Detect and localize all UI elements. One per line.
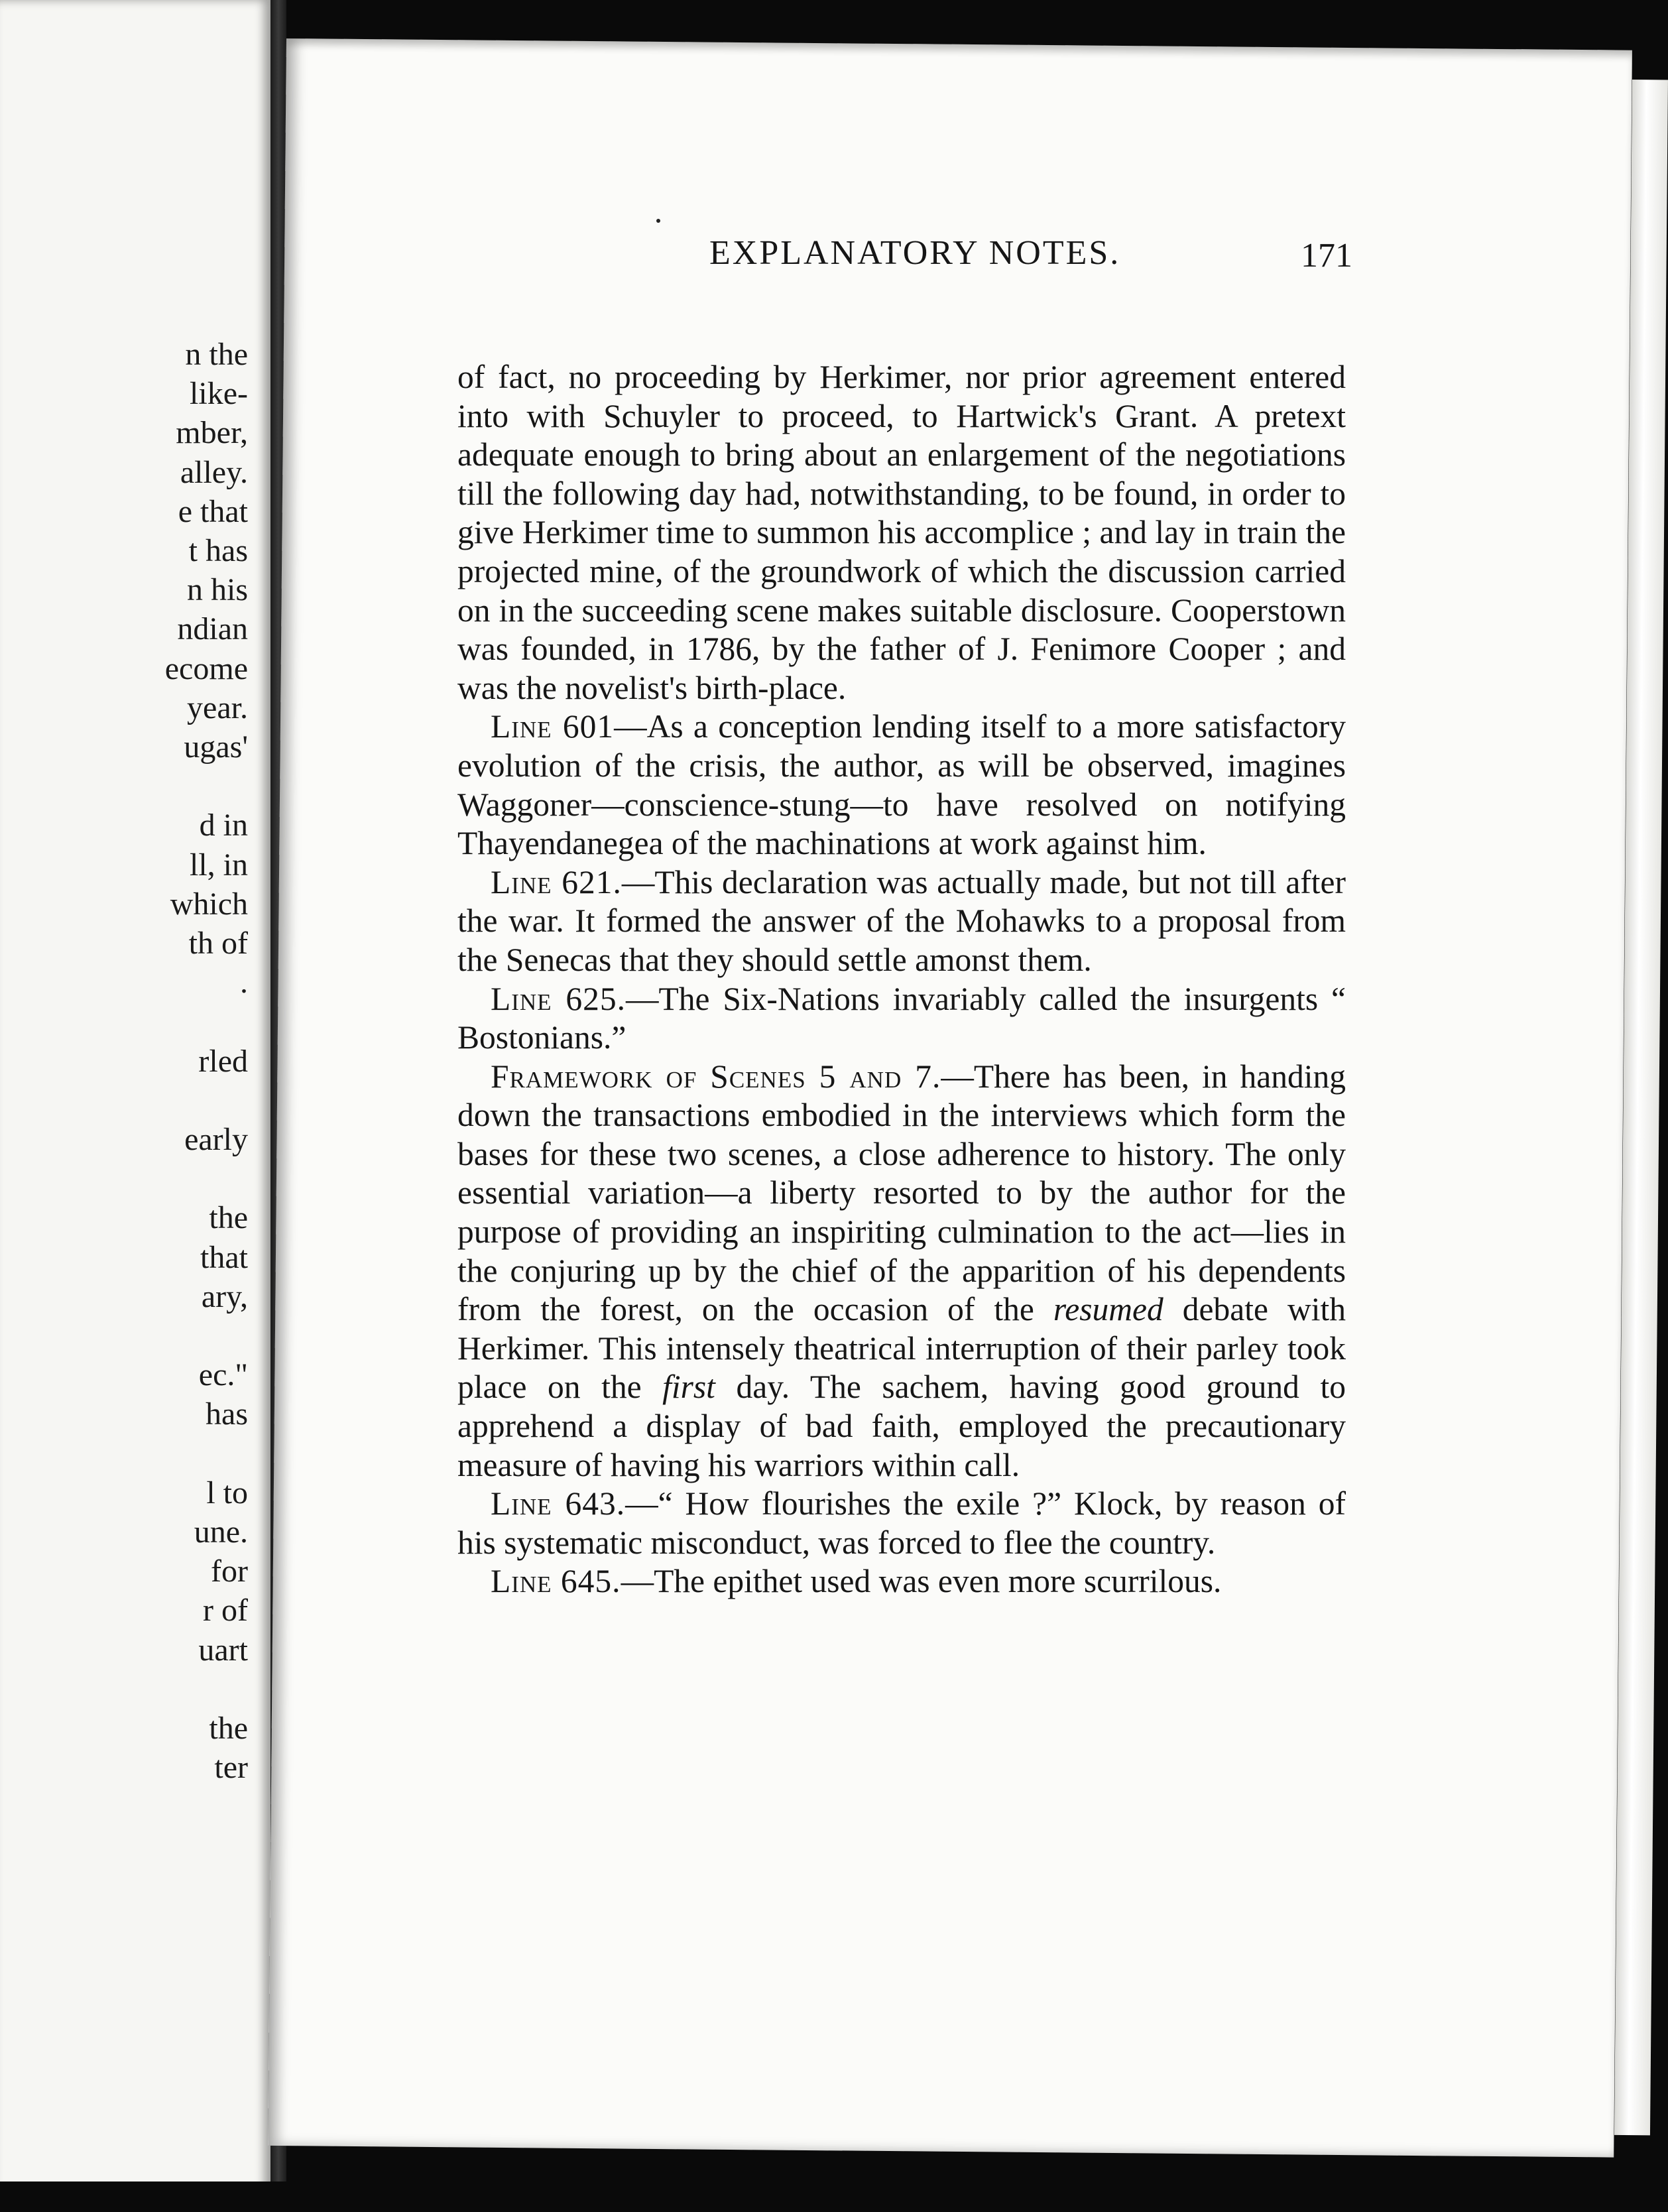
left-page-line-fragment: ec."	[198, 1357, 248, 1393]
page-header	[418, 233, 1352, 280]
left-page-line-fragment: the	[209, 1711, 248, 1746]
emphasis-resumed: resumed	[1053, 1291, 1163, 1328]
left-page-line-fragment: rled	[198, 1043, 248, 1079]
note-text: —“ How flourishes the exile ?” Klock, by reason of his systematic misconduct, was forced to flee the country.	[457, 1485, 1346, 1561]
left-page-line-fragment: which	[170, 886, 248, 922]
left-page-line-fragment: n the	[185, 337, 248, 372]
note-line-621	[457, 863, 1346, 980]
note-label: Line 601	[491, 708, 615, 745]
left-page-line-fragment: l to	[206, 1475, 248, 1510]
note-text: —This declaration was actually made, but not till after the war. It formed the answer of the Mohawks to a proposal from the Senecas that they should settle amonst them.	[457, 863, 1346, 978]
note-label: Line 643.	[491, 1485, 626, 1522]
stray-ink-mark	[656, 219, 660, 223]
left-page-line-fragment: the	[209, 1200, 248, 1236]
left-page-line-fragment: ugas'	[184, 729, 248, 765]
scan-border-top	[286, 0, 1668, 46]
left-page-line-fragment: une.	[194, 1514, 248, 1550]
left-page-line-fragment: e that	[178, 493, 248, 529]
note-line-625	[457, 980, 1346, 1058]
left-page-line-fragment: .	[240, 965, 248, 1001]
paragraph-continuation: of fact, no proceeding by Herkimer, nor prior agreement entered into with Schuyler to proceed, to Hartwick's Grant. A pretext adequate enough to bring about an enlargement of the negotiations till the following day had, notwithstanding, to be found, in order to give Herkimer time to summon his accomplice ; and lay in train the projected mine, of the groundwork of which the discussion carried on in the succeeding scene makes suitable disclosure. Cooperstown was founded, in 1786, by the father of J. Fenimore Cooper ; and was the novelist's birth-place.	[457, 359, 1346, 706]
note-text: day. The sachem, having good ground to apprehend a display of bad faith, employed the precautionary measure of having his warriors within call.	[457, 1369, 1346, 1483]
note-text: debate with Herkimer. This intensely theatrical interruption of their parley took place on the	[457, 1291, 1346, 1406]
note-text: —As a conception lending itself to a more satisfactory evolution of the crisis, the author, as will be observed, imagines Waggoner—conscience-stung—to have resolved on notifying Thayendanegea of the machinations at work against him.	[457, 708, 1346, 862]
note-text: —The epithet used was even more scurrilous.	[621, 1563, 1222, 1600]
note-line-601	[457, 707, 1346, 863]
left-page-line-fragment: mber,	[176, 415, 248, 451]
left-page-line-fragment: ll, in	[189, 847, 248, 883]
note-label: Line 621.	[491, 863, 622, 900]
left-page-line-fragment: ter	[214, 1750, 248, 1786]
emphasis-first: first	[662, 1369, 715, 1406]
running-head: EXPLANATORY NOTES.	[709, 234, 1121, 272]
left-page-line-fragment: for	[211, 1554, 248, 1589]
left-page-fragment	[0, 0, 270, 2212]
left-page-line-fragment: alley.	[180, 454, 248, 490]
left-page-line-fragment: early	[184, 1122, 248, 1157]
left-page-line-fragment: has	[206, 1396, 248, 1432]
left-page-line-fragment: uart	[198, 1632, 248, 1668]
note-framework-scenes	[457, 1058, 1346, 1485]
note-label: Framework of Scenes 5 and 7.	[491, 1058, 941, 1095]
note-line-643	[457, 1485, 1346, 1562]
note-label: Line 625.	[491, 980, 626, 1017]
left-page-line-fragment: n his	[186, 572, 248, 608]
left-page-line-fragment: r of	[203, 1593, 248, 1628]
left-page-line-fragment: th of	[188, 926, 248, 961]
scan-border-bottom	[0, 2181, 1668, 2212]
left-page-line-fragment: like-	[190, 376, 248, 412]
left-page-line-fragment: year.	[187, 690, 248, 725]
left-page-line-fragment: ary,	[201, 1278, 248, 1314]
left-page-line-fragment: that	[200, 1239, 248, 1275]
body-text	[457, 358, 1346, 1601]
left-page-line-fragment: d in	[199, 808, 248, 843]
note-text: —There has been, in handing down the transactions embodied in the interviews which form the bases for these two scenes, a close adherence to history. The only essential variation—a liberty resorted to by the author for the purpose of providing an inspiriting culmination to the act—lies in the conjuring up by the chief of the apparition of his dependents from the forest, on the occasion of the	[457, 1058, 1346, 1328]
note-line-645	[457, 1562, 1346, 1601]
page-number: 171	[1301, 237, 1352, 275]
left-page-line-fragment: ecome	[164, 650, 248, 686]
left-page-line-fragment: ndian	[177, 611, 248, 647]
note-label: Line 645.	[491, 1563, 621, 1600]
note-text: —The Six-Nations invariably called the insurgents “ Bostonians.”	[457, 980, 1346, 1056]
left-page-line-fragment: t has	[188, 533, 248, 568]
